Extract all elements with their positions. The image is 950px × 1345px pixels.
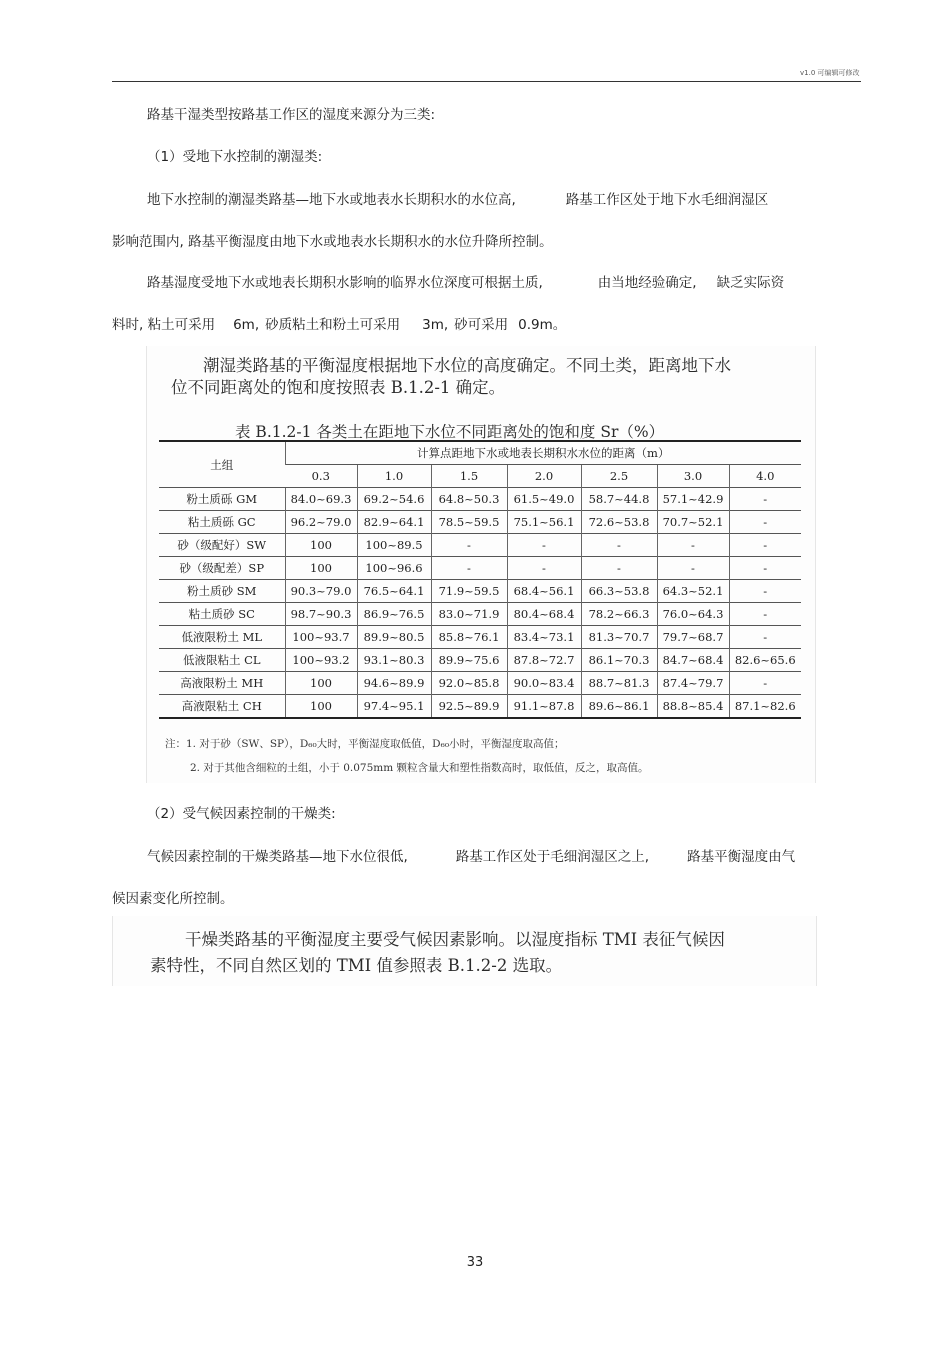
saturation-value-cell: 92.5~89.9 (431, 695, 507, 719)
table-row (159, 695, 801, 719)
saturation-value-cell: - (729, 534, 801, 557)
scan-line: 素特性，不同自然区划的 TMI 值参照表 B.1.2-2 选取。 (150, 956, 563, 975)
saturation-value-cell: 87.8~72.7 (507, 649, 581, 672)
saturation-value-cell: 96.2~79.0 (285, 511, 357, 534)
saturation-value-cell: - (581, 534, 657, 557)
text-run: 路基工作区处于毛细润湿区之上, (455, 849, 650, 865)
saturation-value-cell: 85.8~76.1 (431, 626, 507, 649)
paragraph-line (147, 271, 784, 291)
soil-type-cell: 高液限粉土 MH (159, 672, 285, 695)
saturation-value-cell: 86.9~76.5 (357, 603, 431, 626)
saturation-value-cell: 100 (285, 557, 357, 580)
soil-type-cell: 砂（级配差）SP (159, 557, 285, 580)
saturation-value-cell: 68.4~56.1 (507, 580, 581, 603)
scanned-excerpt-2 (112, 916, 817, 986)
saturation-value-cell: 89.9~80.5 (357, 626, 431, 649)
saturation-value-cell: 78.2~66.3 (581, 603, 657, 626)
distance-cell: 2.5 (581, 465, 657, 488)
table-row (159, 534, 801, 557)
saturation-value-cell: 89.6~86.1 (581, 695, 657, 719)
saturation-value-cell: 57.1~42.9 (657, 488, 729, 511)
scan-line: 干燥类路基的平衡湿度主要受气候因素影响。以湿度指标 TMI 表征气候因 (185, 930, 725, 949)
page-number: 33 (466, 1255, 484, 1270)
saturation-value-cell: 82.6~65.6 (729, 649, 801, 672)
saturation-value-cell: 69.2~54.6 (357, 488, 431, 511)
text-run: 料时, 粘土可采用 (112, 317, 216, 333)
saturation-value-cell: - (729, 603, 801, 626)
saturation-value-cell: 93.1~80.3 (357, 649, 431, 672)
text-run: 砂质粘土和粉土可采用 (265, 317, 401, 333)
distance-cell: 1.5 (431, 465, 507, 488)
distance-cell: 2.0 (507, 465, 581, 488)
saturation-value-cell: 98.7~90.3 (285, 603, 357, 626)
saturation-value-cell: 100~93.7 (285, 626, 357, 649)
paragraph-line (147, 188, 768, 208)
saturation-value-cell: 64.8~50.3 (431, 488, 507, 511)
text-run: 路基平衡湿度由气 (687, 849, 796, 865)
text-run: 地下水控制的潮湿类路基—地下水或地表水长期积水的水位高, (147, 192, 516, 208)
saturation-value-cell: 90.0~83.4 (507, 672, 581, 695)
saturation-value-cell: 97.4~95.1 (357, 695, 431, 719)
section-heading-1: （1）受地下水控制的潮湿类: (147, 149, 323, 165)
saturation-value-cell: - (657, 557, 729, 580)
saturation-value-cell: 72.6~53.8 (581, 511, 657, 534)
paragraph-line: 影响范围内, 路基平衡湿度由地下水或地表水长期积水的水位升降所控制。 (112, 234, 553, 250)
saturation-value-cell: 100~96.6 (357, 557, 431, 580)
paragraph-intro: 路基干湿类型按路基工作区的湿度来源分为三类: (147, 107, 436, 123)
distance-cell: 1.0 (357, 465, 431, 488)
saturation-table (159, 440, 801, 719)
table-row (159, 511, 801, 534)
saturation-value-cell: 84.7~68.4 (657, 649, 729, 672)
table-row (159, 488, 801, 511)
saturation-value-cell: 78.5~59.5 (431, 511, 507, 534)
saturation-value-cell: 61.5~49.0 (507, 488, 581, 511)
saturation-value-cell: 81.3~70.7 (581, 626, 657, 649)
saturation-value-cell: 89.9~75.6 (431, 649, 507, 672)
saturation-value-cell: 100~89.5 (357, 534, 431, 557)
text-run: 砂可采用 (454, 317, 509, 333)
soil-type-cell: 粘土质砾 GC (159, 511, 285, 534)
text-run: 气候因素控制的干燥类路基—地下水位很低, (147, 849, 408, 865)
scan-line: 位不同距离处的饱和度按照表 B.1.2-1 确定。 (171, 378, 506, 397)
table-row (159, 672, 801, 695)
saturation-value-cell: 91.1~87.8 (507, 695, 581, 719)
table-note-1: 注：1. 对于砂（SW、SP），D₆₀大时，平衡湿度取低值，D₆₀小时，平衡湿度取高值； (165, 738, 565, 750)
text-run: 由当地经验确定, (597, 275, 697, 291)
paragraph-line (147, 845, 795, 865)
table-title: 表 B.1.2-1 各类土在距地下水位不同距离处的饱和度 Sr（%） (235, 423, 665, 441)
saturation-value-cell: 58.7~44.8 (581, 488, 657, 511)
header-rule (112, 81, 861, 82)
saturation-value-cell: 83.4~73.1 (507, 626, 581, 649)
saturation-value-cell: 80.4~68.4 (507, 603, 581, 626)
saturation-value-cell: - (729, 557, 801, 580)
paragraph-line (112, 313, 566, 333)
saturation-value-cell: 88.7~81.3 (581, 672, 657, 695)
text-run: 路基湿度受地下水或地表长期积水影响的临界水位深度可根据土质, (147, 275, 543, 291)
saturation-value-cell: 86.1~70.3 (581, 649, 657, 672)
distance-cell: 0.3 (285, 465, 357, 488)
saturation-value-cell: 94.6~89.9 (357, 672, 431, 695)
soil-group-header: 土组 (159, 441, 285, 488)
saturation-value-cell: 100 (285, 672, 357, 695)
text-run: 6m, (233, 317, 260, 333)
saturation-value-cell: - (657, 534, 729, 557)
saturation-value-cell: 70.7~52.1 (657, 511, 729, 534)
saturation-value-cell: 87.4~79.7 (657, 672, 729, 695)
soil-type-cell: 低液限粉土 ML (159, 626, 285, 649)
soil-type-cell: 粉土质砾 GM (159, 488, 285, 511)
saturation-value-cell: 64.3~52.1 (657, 580, 729, 603)
distance-header: 计算点距地下水或地表长期积水水位的距离（m） (285, 441, 801, 465)
saturation-value-cell: - (729, 672, 801, 695)
soil-type-cell: 低液限粘土 CL (159, 649, 285, 672)
saturation-value-cell: - (431, 557, 507, 580)
saturation-value-cell: 84.0~69.3 (285, 488, 357, 511)
saturation-value-cell: 100 (285, 534, 357, 557)
table-row (159, 580, 801, 603)
saturation-value-cell: - (729, 580, 801, 603)
table-note-2: 2. 对于其他含细粒的土组，小于 0.075mm 颗粒含量大和塑性指数高时，取低值，反之，取高值。 (190, 762, 649, 774)
saturation-value-cell: 87.1~82.6 (729, 695, 801, 719)
table-row (159, 649, 801, 672)
soil-type-cell: 砂（级配好）SW (159, 534, 285, 557)
soil-type-cell: 高液限粘土 CH (159, 695, 285, 719)
saturation-value-cell: - (581, 557, 657, 580)
saturation-value-cell: 79.7~68.7 (657, 626, 729, 649)
paragraph-line: 候因素变化所控制。 (112, 891, 234, 907)
distance-cell: 3.0 (657, 465, 729, 488)
saturation-value-cell: - (507, 557, 581, 580)
saturation-value-cell: 75.1~56.1 (507, 511, 581, 534)
saturation-value-cell: - (431, 534, 507, 557)
saturation-value-cell: 76.0~64.3 (657, 603, 729, 626)
saturation-value-cell: 83.0~71.9 (431, 603, 507, 626)
soil-type-cell: 粉土质砂 SM (159, 580, 285, 603)
saturation-value-cell: 82.9~64.1 (357, 511, 431, 534)
saturation-value-cell: 66.3~53.8 (581, 580, 657, 603)
saturation-value-cell: - (729, 488, 801, 511)
saturation-value-cell: 92.0~85.8 (431, 672, 507, 695)
version-label: v1.0 可编辑可修改 (800, 69, 860, 77)
table-row (159, 603, 801, 626)
saturation-value-cell: - (729, 626, 801, 649)
text-run: 3m, (422, 317, 449, 333)
saturation-value-cell: 90.3~79.0 (285, 580, 357, 603)
text-run: 缺乏实际资 (716, 275, 785, 291)
saturation-value-cell: 100 (285, 695, 357, 719)
table-row (159, 626, 801, 649)
table-row (159, 557, 801, 580)
saturation-value-cell: - (507, 534, 581, 557)
saturation-value-cell: - (729, 511, 801, 534)
soil-type-cell: 粘土质砂 SC (159, 603, 285, 626)
text-run: 0.9m。 (518, 317, 567, 333)
saturation-value-cell: 88.8~85.4 (657, 695, 729, 719)
saturation-value-cell: 71.9~59.5 (431, 580, 507, 603)
distance-cell: 4.0 (729, 465, 801, 488)
text-run: 路基工作区处于地下水毛细润湿区 (565, 192, 769, 208)
scan-line: 潮湿类路基的平衡湿度根据地下水位的高度确定。不同土类，距离地下水 (203, 356, 731, 375)
scanned-excerpt-1 (146, 346, 816, 783)
saturation-value-cell: 100~93.2 (285, 649, 357, 672)
table-body (159, 488, 801, 719)
saturation-value-cell: 76.5~64.1 (357, 580, 431, 603)
section-heading-2: （2）受气候因素控制的干燥类: (147, 806, 336, 822)
